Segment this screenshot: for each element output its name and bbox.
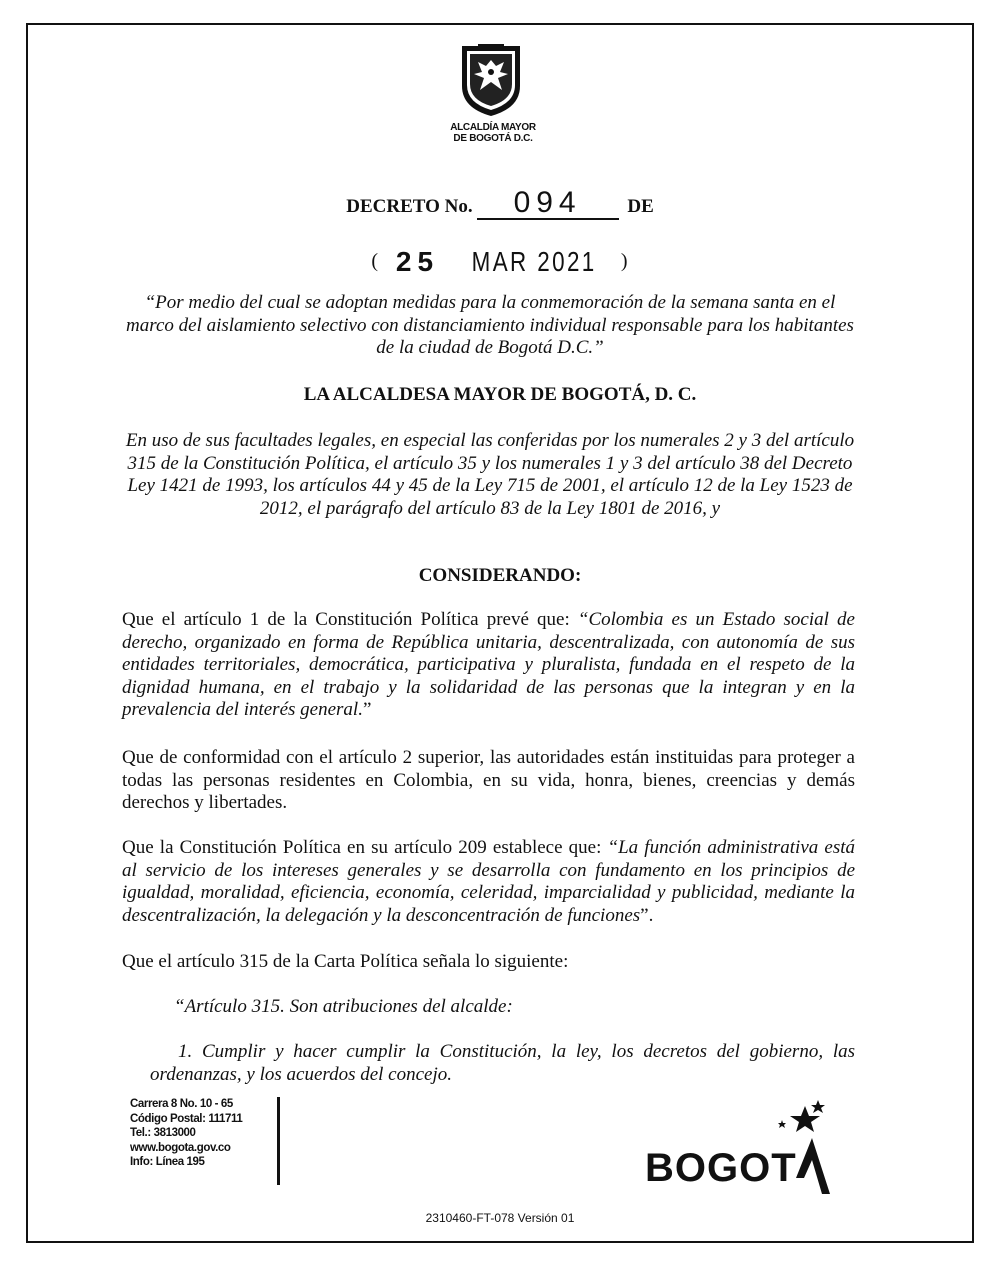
paragraph-1-lead: Que el artículo 1 de la Constitución Política prevé que: (122, 609, 578, 630)
paragraph-4: Que el artículo 315 de la Carta Política señala lo siguiente: (122, 951, 569, 972)
legal-powers: En uso de sus facultades legales, en especial las conferidas por los numerales 2 y 3 del artículo 315 de la Constitución Política, el artículo 35 y los numerales 1 y 3 del artículo 38 del Decreto Ley 1421 de 1993, los artículos 44 y 45 de la Ley 715 de 2001, el artículo 12 de la Ley 1523 de 2012, el parágrafo del artículo 83 de la Ley 1801 de 2016, y (125, 430, 855, 519)
entity-name (400, 122, 586, 144)
footer-contact-block (130, 1097, 280, 1185)
paragraph-1-quote: “Colombia es un Estado social de derecho, organizado en forma de República unitaria, descentralizada, con autonomía de sus entidades territoriales, democrática, participativa y pluralista, fundada en el respeto de la dignidad humana, en el trabajo y la solidaridad de las personas que la integran y en la prevalencia del interés general. (122, 609, 855, 720)
date-month-year: MAR 2021 (471, 246, 597, 277)
entity-line-1: ALCALDÍA MAYOR (450, 122, 536, 133)
footer-info-line: Info: Línea 195 (130, 1156, 205, 1168)
date-close-paren: ) (620, 250, 629, 272)
date-open-paren: ( (371, 250, 380, 272)
quoted-article-item-1: 1. Cumplir y hacer cumplir la Constitución, la ley, los decretos del gobierno, las ordenanzas, y los acuerdos del concejo. (150, 1041, 855, 1085)
date-day: 25 (395, 246, 440, 277)
paragraph-2: Que de conformidad con el artículo 2 superior, las autoridades están instituidas para proteger a todas las personas residentes en Colombia, en su vida, honra, bienes, creencias y demás derechos y libertades. (122, 747, 855, 813)
decree-suffix: DE (627, 196, 654, 217)
quoted-article-heading: “Artículo 315. Son atribuciones del alcalde: (174, 996, 513, 1017)
paragraph-3 (122, 837, 855, 927)
decree-subject: “Por medio del cual se adoptan medidas para la conmemoración de la semana santa en el marco del aislamiento selectivo con distanciamiento individual responsable para los habitantes de la ciudad de Bogotá D.C.” (126, 292, 854, 358)
considering-heading: CONSIDERANDO: (418, 565, 582, 586)
footer-phone: Tel.: 3813000 (130, 1127, 196, 1139)
decree-number-line (0, 188, 1000, 220)
bogota-logo-text: BOGOT (645, 1146, 797, 1190)
decree-date-stamp (0, 246, 1000, 278)
coat-of-arms-icon (458, 42, 524, 118)
paragraph-3-tail: ”. (640, 904, 654, 926)
paragraph-3-lead: Que la Constitución Política en su artículo 209 establece que: (122, 837, 608, 858)
paragraph-1 (122, 609, 855, 722)
footer-website: www.bogota.gov.co (130, 1141, 231, 1154)
footer-postal-code: Código Postal: 111711 (130, 1112, 243, 1125)
decree-number: 094 (477, 188, 619, 220)
decree-label: DECRETO No. (346, 196, 473, 217)
footer-address: Carrera 8 No. 10 - 65 (130, 1098, 233, 1110)
entity-line-2: DE BOGOTÁ D.C. (453, 133, 533, 144)
paragraph-3-quote: “La función administrativa está al servicio de los intereses generales y se desarrolla con fundamento en los principios de igualdad, moralidad, eficiencia, economía, celeridad, imparcialidad y publicidad, mediante la descentralización, la delegación y la desconcentración de funciones (122, 837, 855, 926)
issuing-authority: LA ALCALDESA MAYOR DE BOGOTÁ, D. C. (303, 384, 697, 405)
paragraph-1-tail: ” (362, 699, 372, 720)
form-code: 2310460-FT-078 Versión 01 (425, 1211, 575, 1225)
